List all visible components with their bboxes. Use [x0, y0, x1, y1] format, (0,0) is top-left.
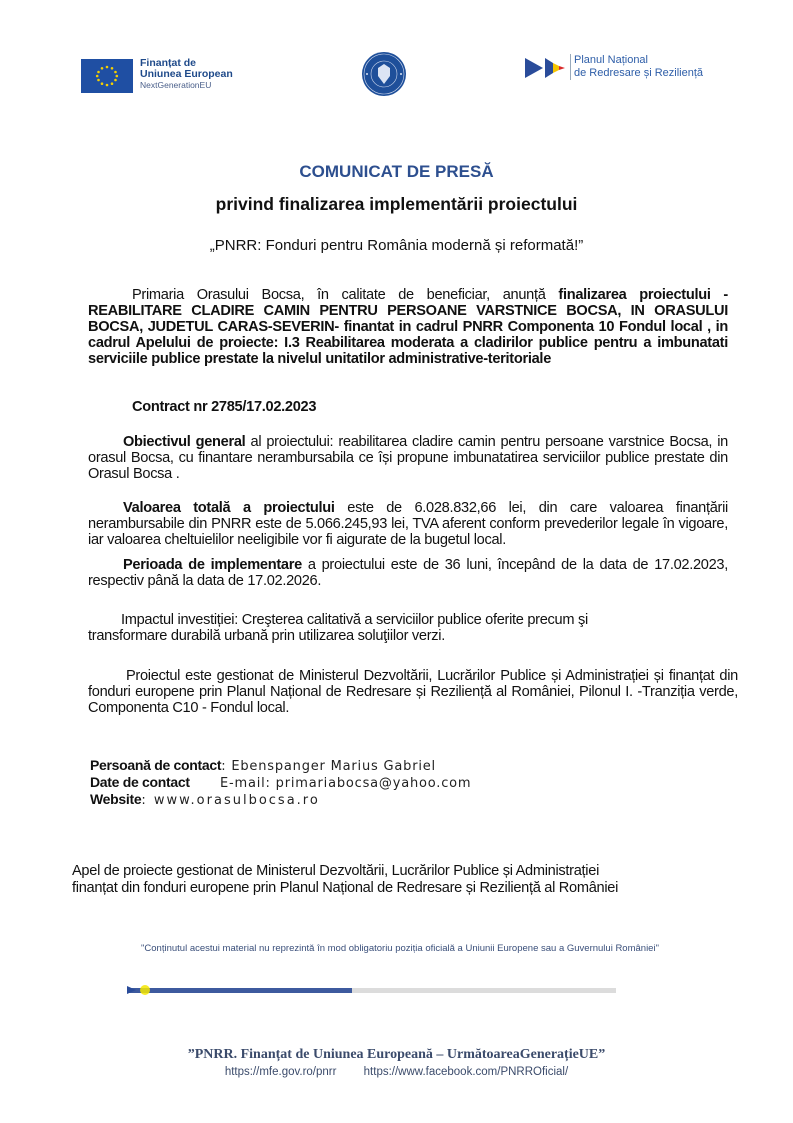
- contract-number: Contract nr 2785/17.02.2023: [132, 399, 317, 415]
- apel-line2: finanțat din fonduri europene prin Planul Național de Redresare și Reziliență al României: [72, 880, 619, 896]
- managed-text: Proiectul este gestionat de Ministerul Dezvoltării, Lucrărilor Publice și Administrației și finanțat din fonduri europene prin Planul Național de Redresare și Reziliență al României, Pilonul I. -Tranziția verde, Componenta C10 - Fondul local.: [88, 668, 738, 716]
- objective-paragraph: [88, 434, 728, 482]
- footer-link-mfe[interactable]: https://mfe.gov.ro/pnrr: [224, 1066, 337, 1078]
- contact-details: [90, 774, 471, 792]
- romanian-government-seal: [362, 52, 406, 96]
- contact-website: [90, 791, 320, 809]
- website-label: Website: [90, 791, 142, 807]
- objective-text: al proiectului: reabilitarea cladire camin pentru persoane varstnice Bocsa, in orasul Bocsa, cu finantare nerambursabila ce își propune imbunatatirea serviciilor publice prestate din Orasul Bocsa .: [88, 434, 728, 482]
- objective-label: Obiectivul general: [123, 434, 246, 450]
- value-text: este de 6.028.832,66 lei, din care valoarea finanțării nerambursabile din PNRR este de 5.066.245,93 lei, TVA aferent conform prevederilor legale în vigoare, iar valoarea cheltuielilor neeligibile vor fi aigurate de la bugetul local.: [88, 500, 728, 548]
- impact-paragraph: [88, 612, 648, 644]
- intro-lead: Primaria Orasului Bocsa, în calitate de beneficiar, anunță: [132, 287, 559, 303]
- website-link[interactable]: : www.orasulbocsa.ro: [141, 793, 320, 808]
- eu-logo-line2: Uniunea European: [140, 68, 233, 80]
- contact-person-label: Persoană de contact: [90, 757, 222, 773]
- pnrr-logo-line2: de Redresare și Reziliență: [574, 67, 704, 79]
- eu-funding-logo-text: [140, 58, 233, 91]
- contact-details-label: Date de contact: [90, 774, 190, 790]
- eu-flag-logo: [81, 59, 133, 93]
- eu-logo-line1: Finanțat de: [140, 57, 197, 69]
- pnrr-arrow-logo: [523, 54, 569, 82]
- value-label: Valoarea totală a proiectului: [123, 500, 335, 516]
- contact-email[interactable]: E-mail: primariabocsa@yahoo.com: [220, 776, 472, 791]
- footer-link-facebook[interactable]: https://www.facebook.com/PNRROficial/: [363, 1066, 569, 1078]
- apel-line1: Apel de proiecte gestionat de Ministerul Dezvoltării, Lucrărilor Publice și Administrației: [72, 863, 600, 879]
- footer-bar: [128, 988, 616, 993]
- period-text: a proiectului este de 36 luni, începând de la data de 17.02.2023, respectiv până la data de 17.02.2026.: [88, 557, 729, 589]
- disclaimer: "Conținutul acestui material nu reprezintă în mod obligatoriu poziția oficială a Uniunii Europene sau a Guvernului României": [141, 943, 659, 954]
- slogan: „PNRR: Fonduri pentru România modernă și reformată!”: [209, 237, 584, 254]
- managed-paragraph: [88, 668, 738, 716]
- impact-text: Impactul investiției: Creşterea calitativă a serviciilor publice oferite precum şi transformare durabilă urbană prin utilizarea soluţiilor verzi.: [88, 612, 588, 644]
- period-label: Perioada de implementare: [123, 557, 302, 573]
- pnrr-logo-line1: Planul Național: [574, 54, 648, 66]
- value-paragraph: [88, 500, 728, 548]
- eu-logo-line3: NextGenerationEU: [140, 80, 212, 90]
- pnrr-logo-text: [570, 54, 703, 80]
- page-title: COMUNICAT DE PRESĂ: [299, 162, 494, 181]
- contact-person: [90, 757, 436, 775]
- intro-project-title: finalizarea proiectului - REABILITARE CLADIRE CAMIN PENTRU PERSOANE VARSTNICE BOCSA, IN ORASULUI BOCSA, JUDETUL CARAS-SEVERIN- finantat in cadrul PNRR Componenta 10 Fondul local , in cadrul Apelului de proiecte: I.3 Reabilitarea moderata a cladirilor publice pentru a imbunatati serviciile publice prestate la nivelul unitatilor administrative-teritoriale: [88, 287, 728, 367]
- footer-links: [0, 1066, 793, 1078]
- contact-person-value: : Ebenspanger Marius Gabriel: [221, 759, 436, 774]
- intro-paragraph: [88, 287, 728, 367]
- period-paragraph: [88, 557, 728, 589]
- footer-title: ”PNRR. Finanțat de Uniunea Europeană – UrmătoareaGenerațieUE”: [187, 1047, 606, 1062]
- footer-bar-dot-icon: [140, 985, 150, 995]
- footer-bar-fill: [128, 988, 352, 993]
- page-subtitle: privind finalizarea implementării proiectului: [215, 194, 578, 214]
- footer-bar-arrow-icon: [127, 986, 136, 994]
